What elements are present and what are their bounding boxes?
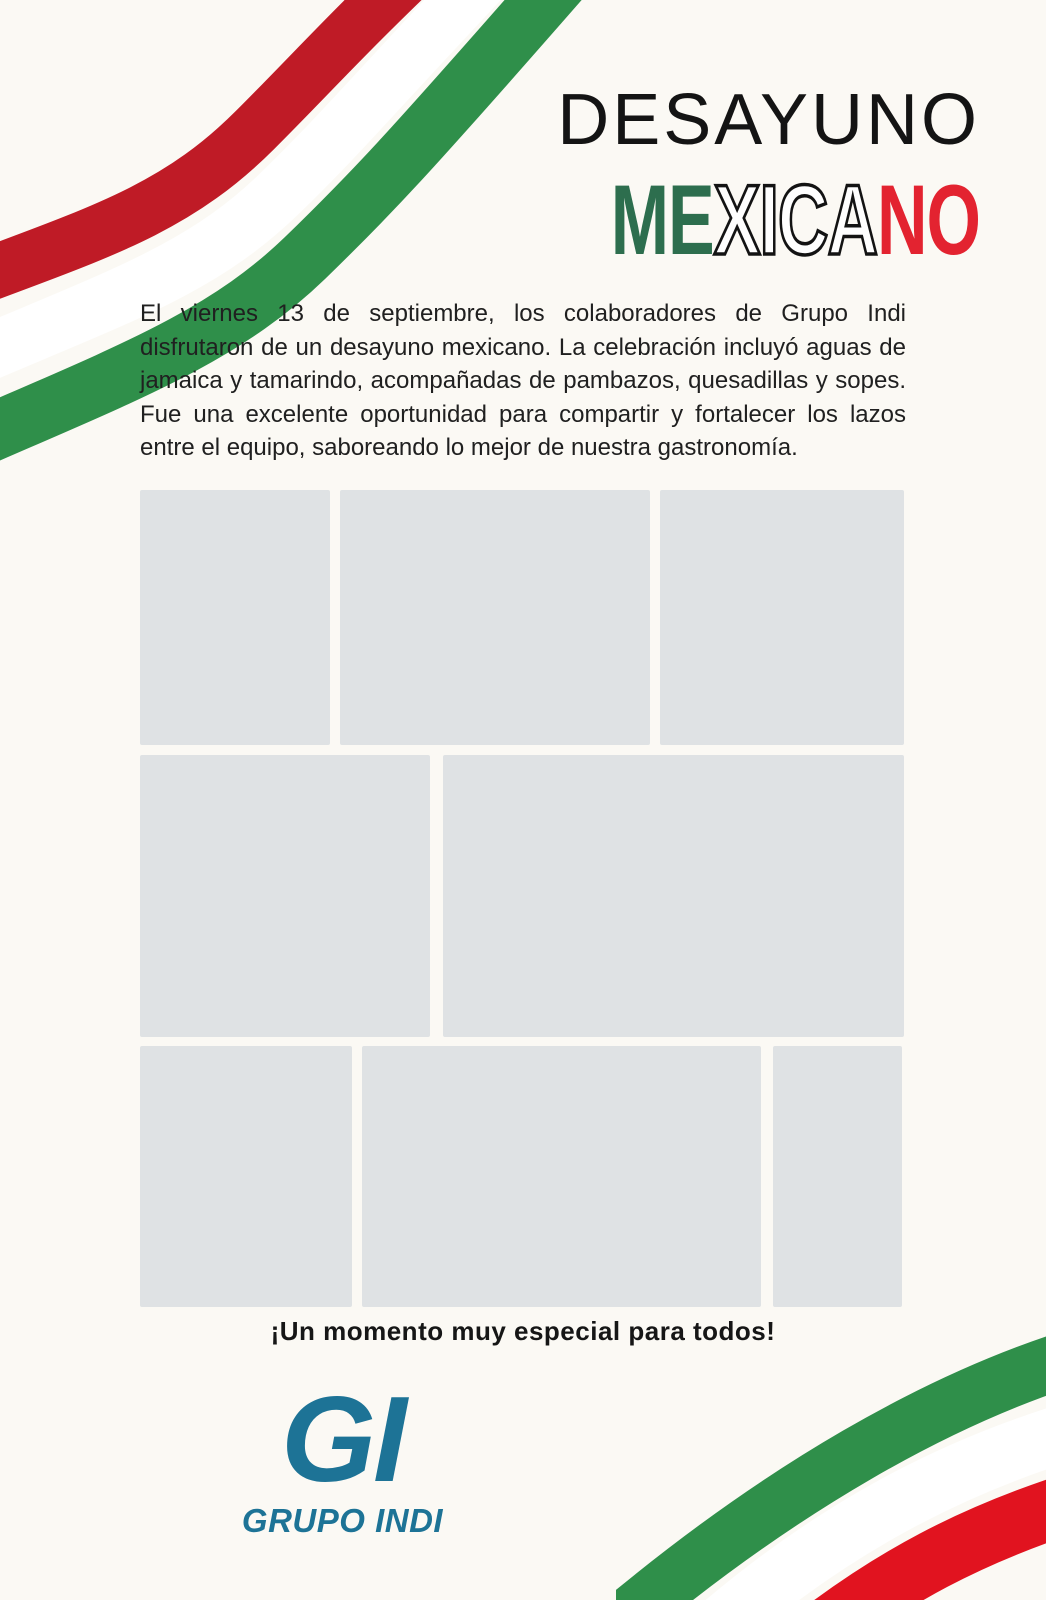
grupo-indi-monogram: GI: [281, 1371, 404, 1507]
photo-garden-stalls: [443, 755, 904, 1037]
page-title-line1: DESAYUNO: [557, 80, 980, 160]
photo-group-grille-1: [140, 490, 330, 745]
page-title-line2: [557, 164, 980, 276]
header: [557, 80, 980, 276]
photo-group-grille-2: [340, 490, 650, 745]
title-part-xica: XICA: [713, 164, 877, 276]
grupo-indi-wordmark: GRUPO INDI: [241, 1502, 444, 1539]
photo-group-grille-large: [362, 1046, 761, 1307]
footer-logo: [225, 1371, 460, 1540]
photo-gallery: [140, 490, 904, 1307]
gallery-row-2: [140, 755, 904, 1037]
title-part-me: ME: [610, 164, 714, 276]
intro-paragraph: El viernes 13 de septiembre, los colaboradores de Grupo Indi disfrutaron de un desayuno mexicano. La celebración incluyó aguas de jamaica y tamarindo, acompañadas de pambazos, quesadillas y sopes. Fue una excelente oportunidad para compartir y fortalecer los lazos entre el equipo, saboreando lo mejor de nuestra gastronomía.: [140, 300, 906, 461]
photo-group-grille-5: [773, 1046, 902, 1307]
photo-group-grille-4: [140, 755, 430, 1037]
gallery-row-3: [140, 1046, 904, 1307]
title-part-no: NO: [877, 164, 980, 276]
closing-caption: ¡Un momento muy especial para todos!: [270, 1316, 776, 1346]
gallery-row-1: [140, 490, 904, 745]
photo-group-door: [140, 1046, 352, 1307]
photo-group-grille-3: [660, 490, 904, 745]
